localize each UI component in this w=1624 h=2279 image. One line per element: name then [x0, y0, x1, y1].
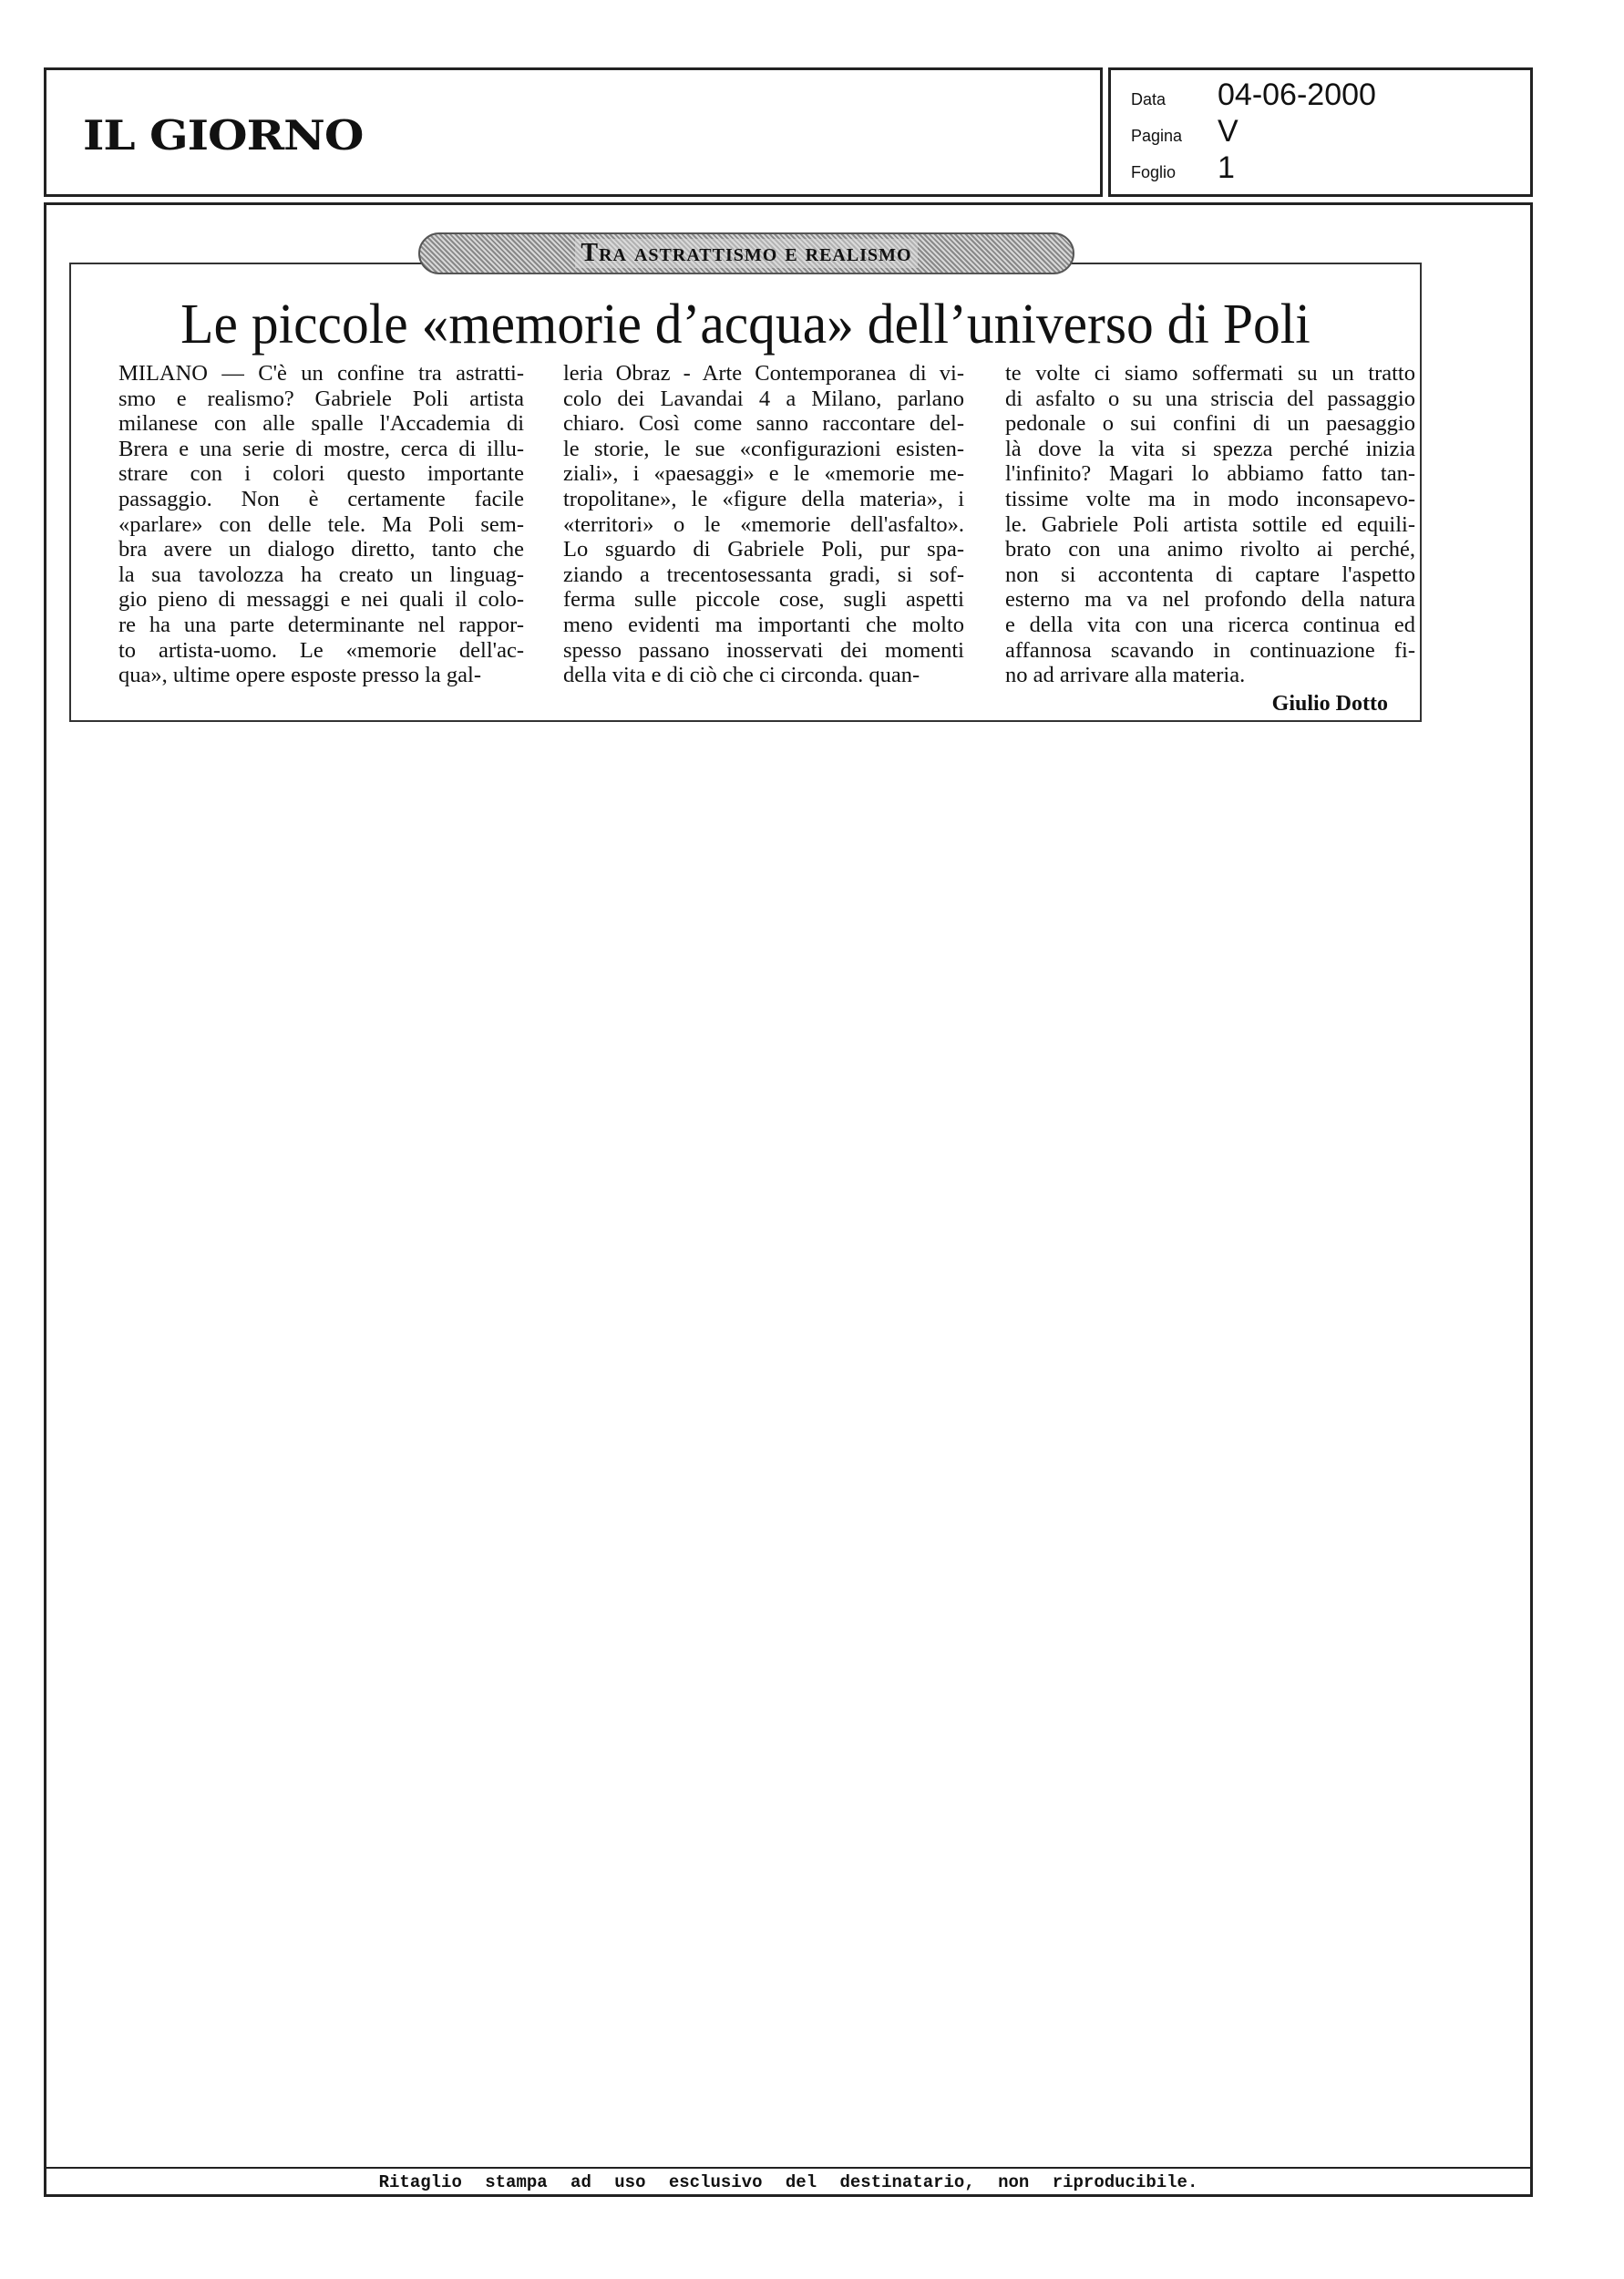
- article-column-3: [1005, 361, 1415, 688]
- text-line: MILANO — C'è un confine tra astratti-: [118, 361, 524, 386]
- masthead-box: [44, 67, 1103, 197]
- article-column-2: [563, 361, 964, 688]
- meta-label: Data: [1131, 90, 1167, 108]
- byline: Giulio Dotto: [1271, 692, 1388, 716]
- text-line: «parlare» con delle tele. Ma Poli sem-: [118, 511, 524, 537]
- article: [69, 263, 1422, 722]
- kicker-text: Tra astrattismo e realismo: [575, 239, 917, 268]
- meta-sheet: [1131, 150, 1235, 186]
- text-line: della vita e di ciò che ci circonda. quan-: [563, 663, 920, 688]
- meta-date: [1131, 77, 1376, 113]
- text-line: e della vita con una ricerca continua ed: [1005, 612, 1415, 637]
- text-line: affannosa scavando in continuazione fi-: [1005, 637, 1415, 663]
- text-line: gio pieno di messaggi e nei quali il colo-: [118, 587, 524, 613]
- text-line: leria Obraz - Arte Contemporanea di vi-: [563, 361, 964, 386]
- clipping-meta-box: [1108, 67, 1533, 197]
- text-line: milanese con alle spalle l'Accademia di: [118, 411, 524, 437]
- text-line: bra avere un dialogo diretto, tanto che: [118, 537, 524, 562]
- text-line: spesso passano inosservati dei momenti: [563, 637, 964, 663]
- text-line: esterno ma va nel profondo della natura: [1005, 587, 1415, 613]
- text-line: pedonale o sui confini di un paesaggio: [1005, 411, 1415, 437]
- text-line: passaggio. Non è certamente facile: [118, 486, 524, 511]
- text-line: strare con i colori questo importante: [118, 461, 524, 487]
- meta-value: 1: [1218, 150, 1235, 185]
- text-line: Lo sguardo di Gabriele Poli, pur spa-: [563, 537, 964, 562]
- text-line: tissime volte ma in modo inconsapevo-: [1005, 486, 1415, 511]
- text-line: to artista-uomo. Le «memorie dell'ac-: [118, 637, 524, 663]
- kicker-banner: [418, 232, 1074, 274]
- text-line: ferma sulle piccole cose, sugli aspetti: [563, 587, 964, 613]
- text-line: «territori» o le «memorie dell'asfalto».: [563, 511, 964, 537]
- text-line: le storie, le sue «configurazioni esisten-: [563, 436, 964, 461]
- meta-label: Pagina: [1131, 127, 1183, 145]
- text-line: re ha una parte determinante nel rappor-: [118, 612, 524, 637]
- text-line: l'infinito? Magari lo abbiamo fatto tan-: [1005, 461, 1415, 487]
- text-line: colo dei Lavandai 4 a Milano, parlano: [563, 386, 964, 411]
- text-line: ziando a trecentosessanta gradi, si sof-: [563, 562, 964, 587]
- footer-disclaimer: Ritaglio stampa ad uso esclusivo del destinatario, non riproducibile.: [378, 2172, 1198, 2192]
- text-line: qua», ultime opere esposte presso la gal-: [118, 663, 482, 688]
- meta-value: V: [1218, 114, 1239, 149]
- text-line: Brera e una serie di mostre, cerca di illu-: [118, 436, 524, 461]
- text-line: smo e realismo? Gabriele Poli artista: [118, 386, 524, 411]
- text-line: no ad arrivare alla materia.: [1005, 663, 1246, 688]
- text-line: non si accontenta di captare l'aspetto: [1005, 562, 1415, 587]
- text-line: brato con una animo rivolto ai perché,: [1005, 537, 1415, 562]
- article-column-1: [118, 361, 524, 688]
- headline: Le piccole «memorie d’acqua» dell’universo di Poli: [180, 294, 1311, 356]
- text-line: là dove la vita si spezza perché inizia: [1005, 436, 1415, 461]
- text-line: di asfalto o su una striscia del passaggio: [1005, 386, 1415, 411]
- text-line: meno evidenti ma importanti che molto: [563, 612, 964, 637]
- text-line: la sua tavolozza ha creato un linguag-: [118, 562, 524, 587]
- meta-value: 04-06-2000: [1218, 77, 1376, 112]
- text-line: chiaro. Così come sanno raccontare del-: [563, 411, 964, 437]
- footer-divider: [46, 2167, 1530, 2169]
- text-line: ziali», i «paesaggi» e le «memorie me-: [563, 461, 964, 487]
- text-line: le. Gabriele Poli artista sottile ed equili-: [1005, 511, 1415, 537]
- newspaper-logo: IL GIORNO: [83, 110, 364, 160]
- text-line: te volte ci siamo soffermati su un tratto: [1005, 361, 1415, 386]
- meta-page: [1131, 114, 1239, 150]
- clipping-body: [44, 202, 1533, 2197]
- meta-label: Foglio: [1131, 163, 1177, 181]
- text-line: tropolitane», le «figure della materia», i: [563, 486, 964, 511]
